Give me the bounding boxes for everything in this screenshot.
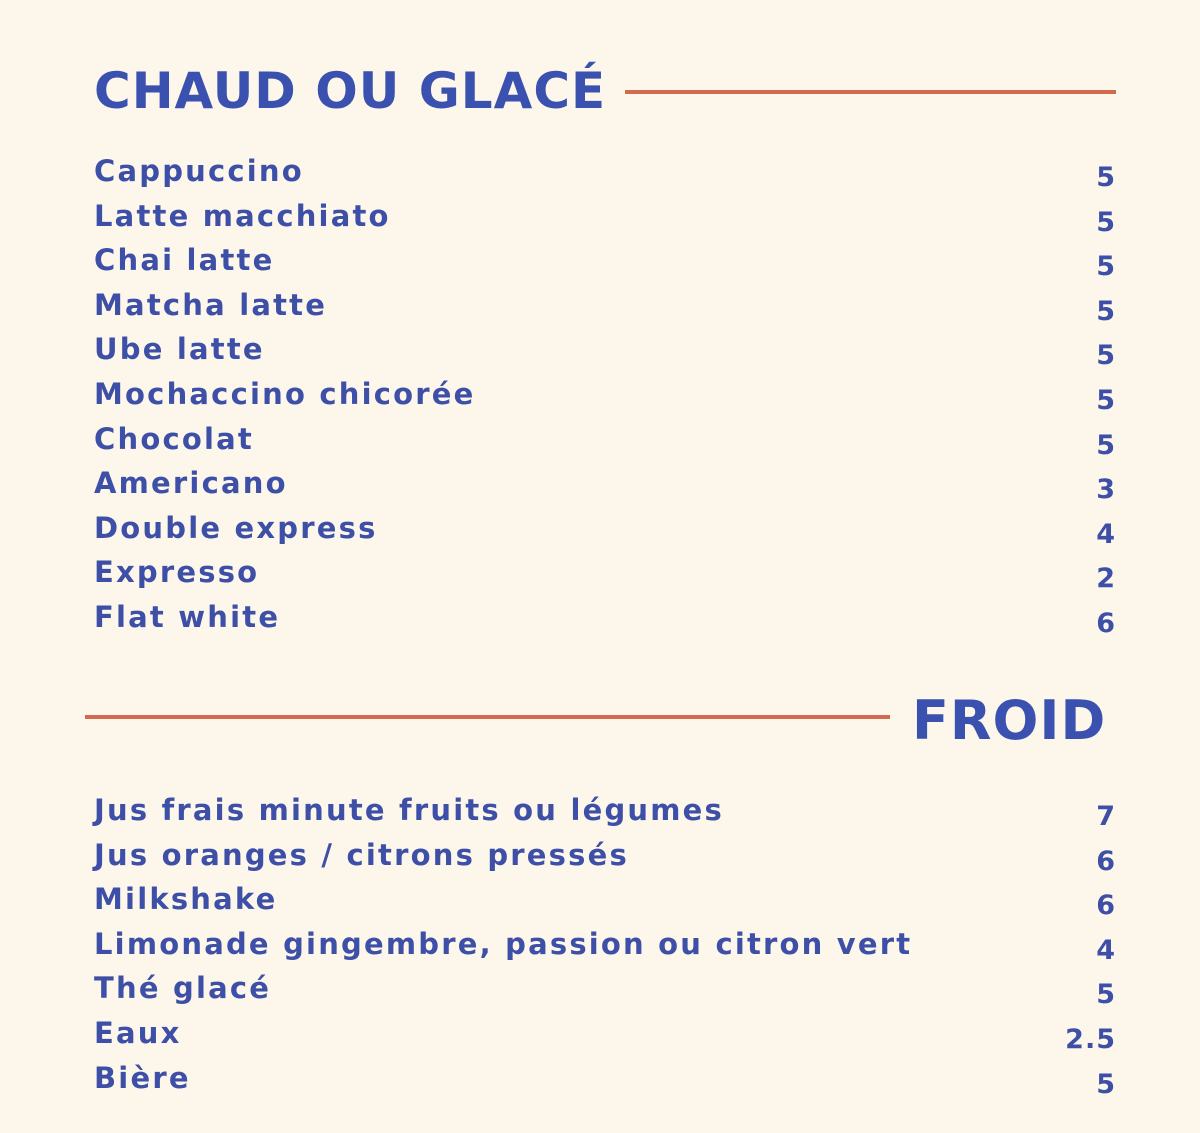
menu-item [94,1060,1116,1109]
menu-item-name: Cappuccino [94,154,304,188]
hot-section-rule [625,90,1116,94]
menu-item [94,882,1116,930]
menu-item [94,971,1116,1019]
menu-item-price: 2.5 [1065,1023,1116,1055]
menu-item-name: Mochaccino chicorée [94,376,476,411]
menu-item-name: Jus frais minute fruits ou légumes [94,793,725,827]
menu-item-name: Milkshake [94,882,278,917]
menu-item-price: 4 [1096,934,1116,966]
menu-item-price: 5 [1096,979,1116,1011]
menu-item-name: Americano [94,466,288,501]
menu-item [94,287,1116,336]
menu-item-price: 7 [1096,801,1116,832]
menu-item-name: Latte macchiato [94,198,391,233]
menu-item-name: Matcha latte [94,287,328,322]
menu-item-name: Jus oranges / citrons pressés [94,837,629,872]
menu-item-name: Thé glacé [94,971,272,1006]
menu-item-name: Bière [94,1060,191,1095]
menu-item-name: Flat white [94,599,281,634]
cold-section-header [0,680,1200,760]
menu-item-price: 5 [1096,206,1116,238]
menu-item-name: Eaux [94,1015,182,1050]
menu-item [94,154,1116,202]
menu-item-price: 5 [1096,1068,1116,1100]
hot-menu-list [94,154,1116,648]
menu-item-name: Double express [94,510,378,545]
menu-item-price: 5 [1096,251,1116,283]
menu-item [94,376,1116,425]
menu-item [94,198,1116,247]
menu-item-name: Expresso [94,555,260,590]
menu-item-price: 2 [1096,563,1116,595]
menu-item-name: Chocolat [94,421,254,456]
menu-item [94,1015,1116,1064]
menu-item [94,555,1116,603]
menu-item [94,926,1116,975]
menu-item-price: 6 [1096,607,1116,639]
menu-item-name: Ube latte [94,332,265,367]
menu-item [94,599,1116,648]
menu-item-price: 5 [1096,295,1116,327]
menu-item-price: 6 [1096,890,1116,922]
menu-item-price: 5 [1096,429,1116,461]
hot-section-header [0,0,1200,130]
menu-item-price: 5 [1096,340,1116,372]
hot-section-title: CHAUD OU GLACÉ [94,62,607,120]
cold-section-rule [85,715,890,719]
menu-item [94,243,1116,291]
menu-item-price: 6 [1096,845,1116,877]
menu-item-name: Chai latte [94,243,275,278]
menu-item-price: 4 [1096,518,1116,550]
cold-menu-list [94,793,1116,1108]
cold-section-title: FROID [912,689,1107,752]
menu-item [94,793,1116,841]
menu-item [94,837,1116,886]
menu-item [94,421,1116,470]
menu-item-price: 5 [1096,384,1116,416]
menu-item-price: 3 [1096,474,1116,506]
menu-item [94,466,1116,514]
menu-item [94,510,1116,559]
menu-item-name: Limonade gingembre, passion ou citron vert [94,926,913,961]
menu-item-price: 5 [1096,162,1116,193]
menu-item [94,332,1116,380]
